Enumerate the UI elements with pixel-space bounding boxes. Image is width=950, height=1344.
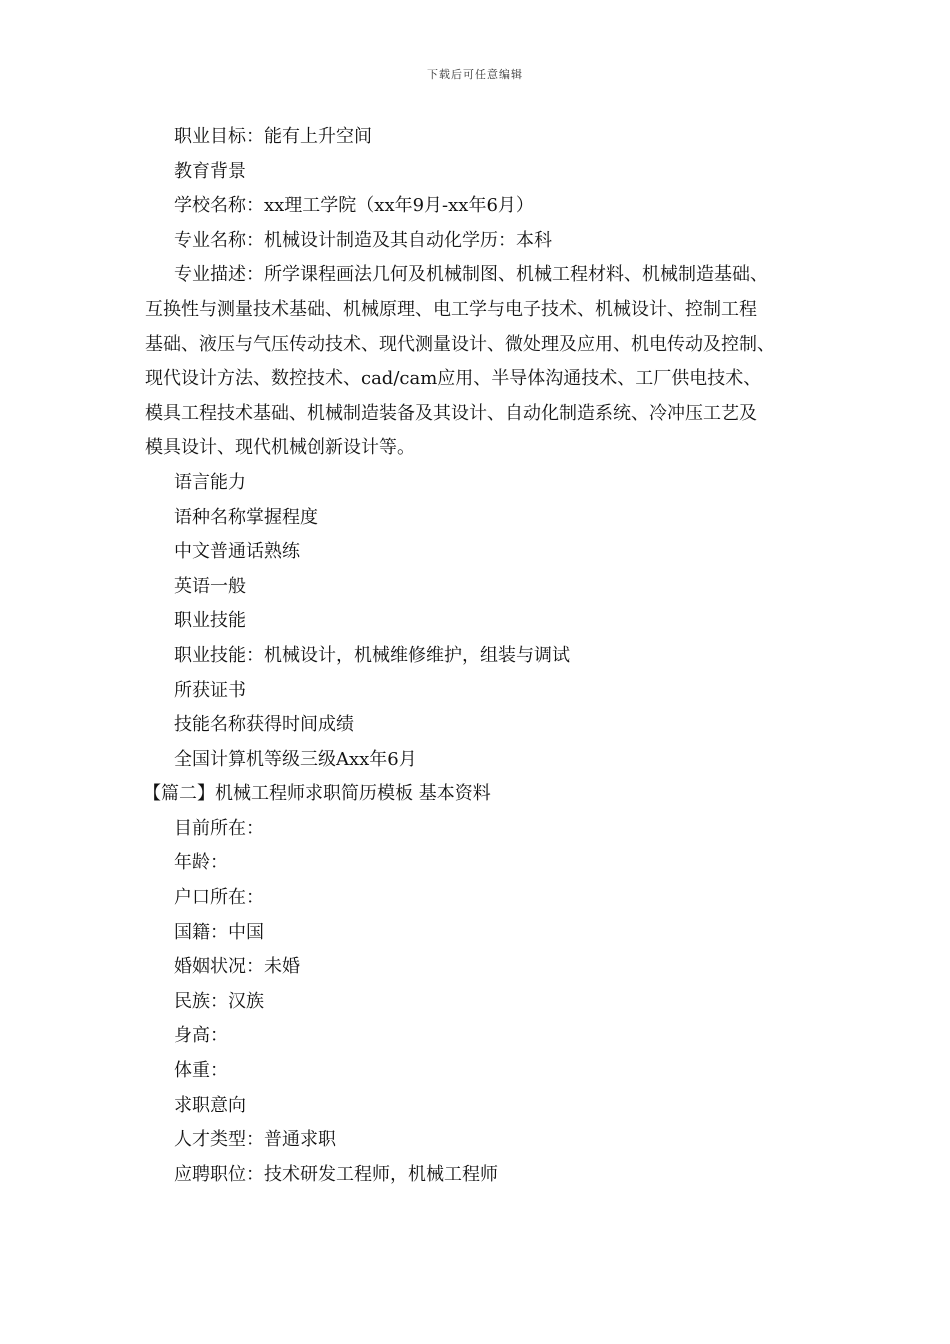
section-two-heading: 【篇二】机械工程师求职简历模板 基本资料 <box>143 783 491 805</box>
description-line: 模具工程技术基础、机械制造装备及其设计、自动化制造系统、冷冲压工艺及 <box>145 402 757 424</box>
major-name-line: 专业名称：机械设计制造及其自动化学历：本科 <box>174 229 552 251</box>
language-row-english: 英语一般 <box>174 575 246 597</box>
weight-line: 体重： <box>174 1060 228 1082</box>
description-line: 基础、液压与气压传动技术、现代测量设计、微处理及应用、机电传动及控制、 <box>145 333 775 355</box>
language-row-chinese: 中文普通话熟练 <box>174 541 300 563</box>
age-line: 年龄： <box>174 852 228 874</box>
job-intention-heading: 求职意向 <box>174 1094 246 1116</box>
certificate-row: 全国计算机等级三级Axx年6月 <box>174 748 417 770</box>
major-description-paragraph <box>145 258 825 466</box>
talent-type-line: 人才类型：普通求职 <box>174 1129 336 1151</box>
page-header-note: 下载后可任意编辑 <box>427 68 523 81</box>
certificates-heading: 所获证书 <box>174 679 246 701</box>
description-line: 互换性与测量技术基础、机械原理、电工学与电子技术、机械设计、控制工程 <box>145 298 757 320</box>
school-name-line: 学校名称：xx理工学院（xx年9月-xx年6月） <box>174 195 534 217</box>
height-line: 身高： <box>174 1025 228 1047</box>
skills-line: 职业技能：机械设计，机械维修维护，组装与调试 <box>174 644 570 666</box>
applied-position-line: 应聘职位：技术研发工程师，机械工程师 <box>174 1163 498 1185</box>
document-body <box>145 120 825 1192</box>
ethnicity-line: 民族：汉族 <box>174 990 264 1012</box>
career-goal-line: 职业目标：能有上升空间 <box>174 126 372 147</box>
marital-status-line: 婚姻状况：未婚 <box>174 956 300 978</box>
description-line: 现代设计方法、数控技术、cad/cam应用、半导体沟通技术、工厂供电技术、 <box>145 368 762 390</box>
certificates-table-header: 技能名称获得时间成绩 <box>174 714 354 736</box>
description-line: 模具设计、现代机械创新设计等。 <box>145 437 415 459</box>
language-heading: 语言能力 <box>174 471 246 493</box>
description-line: 专业描述：所学课程画法几何及机械制图、机械工程材料、机械制造基础、 <box>174 264 768 286</box>
skills-heading: 职业技能 <box>174 610 246 632</box>
nationality-line: 国籍：中国 <box>174 921 264 943</box>
current-location-line: 目前所在： <box>174 817 264 839</box>
hukou-line: 户口所在： <box>174 887 264 909</box>
language-table-header: 语种名称掌握程度 <box>174 506 318 528</box>
education-heading: 教育背景 <box>174 160 246 182</box>
